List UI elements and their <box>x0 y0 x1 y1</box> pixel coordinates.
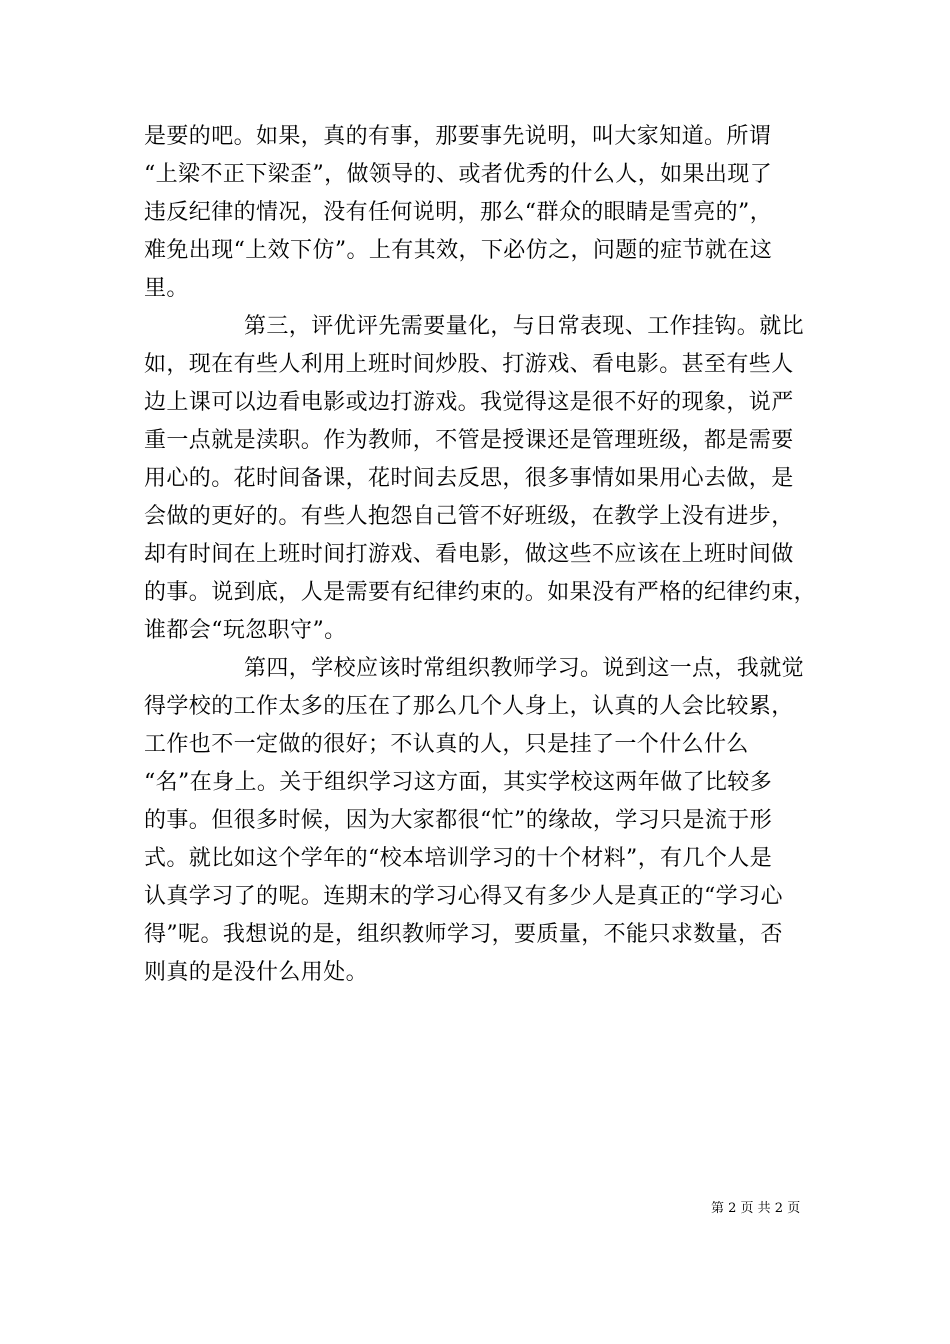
text-line: 工作也不一定做的很好；不认真的人，只是挂了一个什么什么 <box>144 732 749 757</box>
text-line: “名”在身上。关于组织学习这方面，其实学校这两年做了比较多 <box>144 770 773 795</box>
text-line: 里。 <box>144 276 189 301</box>
text-line: 的事。但很多时候，因为大家都很“忙”的缘故，学习只是流于形 <box>144 808 773 833</box>
text-line: 重一点就是渎职。作为教师，不管是授课还是管理班级，都是需要 <box>144 428 794 453</box>
paragraph-4-first-line: 第四，学校应该时常组织教师学习。说到这一点，我就觉 <box>244 656 805 681</box>
text-line: 边上课可以边看电影或边打游戏。我觉得这是很不好的现象，说严 <box>144 390 794 415</box>
body-text <box>144 118 824 992</box>
text-line: 会做的更好的。有些人抱怨自己管不好班级，在教学上没有进步， <box>144 504 794 529</box>
text-line: 则真的是没什么用处。 <box>144 960 369 985</box>
text-line: 违反纪律的情况，没有任何说明，那么“群众的眼睛是雪亮的”， <box>144 200 773 225</box>
text-line: 谁都会“玩忽职守”。 <box>144 618 347 643</box>
page-number-footer: 第 2 页 共 2 页 <box>711 1201 801 1216</box>
text-line: 认真学习了的呢。连期末的学习心得又有多少人是真正的“学习心 <box>144 884 783 909</box>
text-line: 难免出现“上效下仿”。上有其效，下必仿之，问题的症节就在这 <box>144 238 773 263</box>
text-line: 得学校的工作太多的压在了那么几个人身上，认真的人会比较累， <box>144 694 794 719</box>
text-line: 是要的吧。如果，真的有事，那要事先说明，叫大家知道。所谓 <box>144 124 772 149</box>
text-line: 式。就比如这个学年的“校本培训学习的十个材料”，有几个人是 <box>144 846 773 871</box>
text-line: 的事。说到底，人是需要有纪律约束的。如果没有严格的纪律约束， <box>144 580 817 605</box>
text-line: “上梁不正下梁歪”，做领导的、或者优秀的什么人，如果出现了 <box>144 162 773 187</box>
text-line: 如，现在有些人利用上班时间炒股、打游戏、看电影。甚至有些人 <box>144 352 794 377</box>
text-line: 用心的。花时间备课，花时间去反思，很多事情如果用心去做，是 <box>144 466 794 491</box>
text-line: 得”呢。我想说的是，组织教师学习，要质量，不能只求数量，否 <box>144 922 783 947</box>
text-line: 却有时间在上班时间打游戏、看电影，做这些不应该在上班时间做 <box>144 542 794 567</box>
paragraph-3-first-line: 第三，评优评先需要量化，与日常表现、工作挂钩。就比 <box>244 314 805 339</box>
